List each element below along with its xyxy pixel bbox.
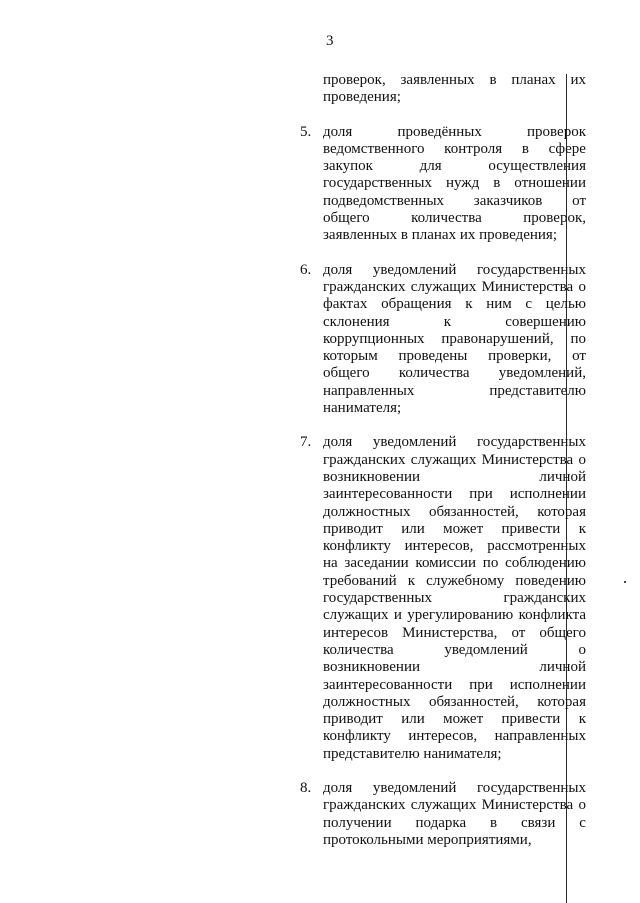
text-line: возникновении личной	[323, 659, 586, 676]
text-line: ведомственного контроля в сфере	[323, 140, 586, 157]
text-line: возникновении личной	[323, 468, 586, 485]
text-line: количества уведомлений о	[323, 641, 586, 658]
text-line: гражданских служащих Министерства о	[323, 797, 586, 814]
text-line: должностных обязанностей, которая	[323, 503, 586, 520]
text-line: государственных нужд в отношении	[323, 175, 586, 192]
list-item	[300, 262, 586, 418]
text-line: общего количества проверок,	[323, 210, 586, 227]
text-line: приводит или может привести к	[323, 520, 586, 537]
list-item-number: 6.	[300, 261, 312, 278]
list-item-number: 8.	[300, 779, 312, 796]
text-line: доля проведённых проверок	[323, 123, 586, 140]
list-item-number: 5.	[300, 123, 312, 140]
list-item-number: 7.	[300, 434, 312, 451]
list-item	[300, 72, 586, 107]
text-line: фактах обращения к ним с целью	[323, 296, 586, 313]
text-line: заинтересованности при исполнении	[323, 676, 586, 693]
text-line: доля уведомлений государственных	[323, 261, 586, 278]
text-line: на заседании комиссии по соблюдению	[323, 555, 586, 572]
text-line: проведения;	[323, 89, 401, 106]
document-body	[300, 72, 586, 866]
text-line: доля уведомлений государственных	[323, 779, 586, 796]
scan-speck	[624, 581, 626, 583]
text-line: конфликту интересов, направленных	[323, 728, 586, 745]
text-line: общего количества уведомлений,	[323, 365, 586, 382]
list-item	[300, 124, 586, 245]
text-line: которым проведены проверки, от	[323, 348, 586, 365]
list-item	[300, 780, 586, 849]
text-line: приводит или может привести к	[323, 711, 586, 728]
text-line: гражданских служащих Министерства о	[323, 451, 586, 468]
text-line: склонения к совершению	[323, 313, 586, 330]
text-line: закупок для осуществления	[323, 158, 586, 175]
text-line: коррупционных правонарушений, по	[323, 330, 586, 347]
text-line: доля уведомлений государственных	[323, 434, 586, 451]
text-line: получении подарка в связи с	[323, 814, 586, 831]
text-line: государственных гражданских	[323, 590, 586, 607]
list-item	[300, 434, 586, 763]
text-line: нанимателя;	[323, 400, 402, 417]
text-line: направленных представителю	[323, 382, 586, 399]
text-line: гражданских служащих Министерства о	[323, 278, 586, 295]
text-line: протокольными мероприятиями,	[323, 831, 532, 848]
text-line: заинтересованности при исполнении	[323, 486, 586, 503]
text-line: интересов Министерства, от общего	[323, 624, 586, 641]
text-line: проверок, заявленных в планах их	[323, 72, 586, 88]
text-line: подведомственных заказчиков от	[323, 192, 586, 209]
page-number: 3	[326, 33, 334, 49]
text-line: служащих и урегулированию конфликта	[323, 607, 586, 624]
text-line: представителю нанимателя;	[323, 745, 502, 762]
text-line: должностных обязанностей, которая	[323, 693, 586, 710]
text-line: конфликту интересов, рассмотренных	[323, 538, 586, 555]
text-line: требований к служебному поведению	[323, 572, 586, 589]
text-line: заявленных в планах их проведения;	[323, 227, 558, 244]
